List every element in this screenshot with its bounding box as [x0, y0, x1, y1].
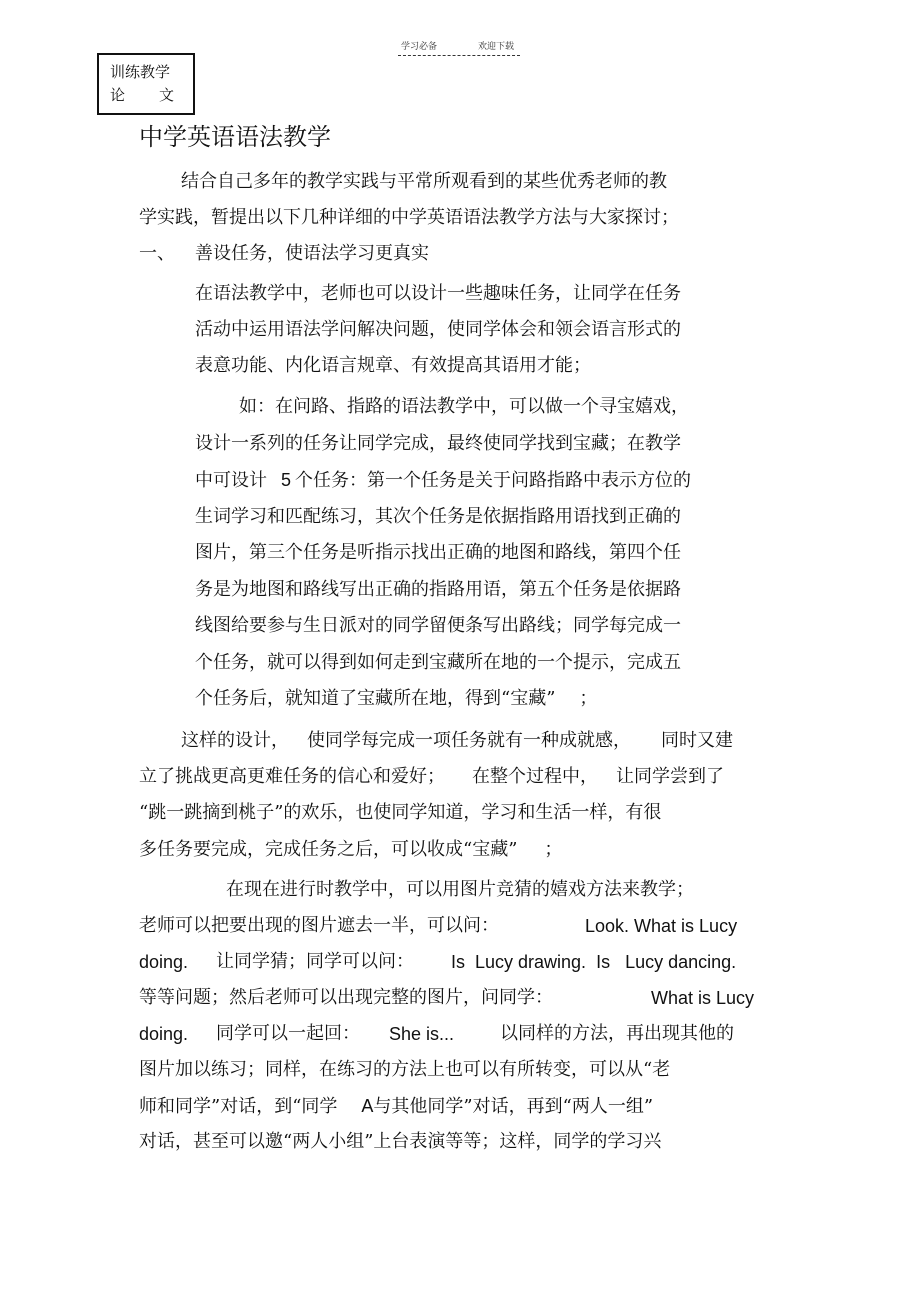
- line-text: 个任务后，就知道了宝藏所在地，得到“宝藏”: [195, 688, 556, 709]
- line-text: 同时又建: [661, 730, 733, 751]
- english-text: doing.: [139, 1024, 189, 1044]
- line-text: 个任务，就可以得到如何走到宝藏所在地的一个提示，完成五: [195, 652, 681, 673]
- english-text: Is Lucy drawing. Is Lucy dancing.: [451, 952, 737, 972]
- english-text: A: [361, 1096, 374, 1116]
- text-line: [195, 651, 681, 675]
- text-line: [195, 578, 681, 602]
- line-text: 线图给要参与生日派对的同学留便条写出路线；同学每完成一: [195, 615, 681, 636]
- text-line: [139, 765, 724, 789]
- line-text: 表意功能、内化语言规章、有效提高其语用才能；: [195, 355, 591, 376]
- line-number: 5: [281, 470, 292, 490]
- line-text: 多任务要完成，完成任务之后，可以收成“宝藏”: [139, 839, 518, 860]
- line-text: 在现在进行时教学中，可以用图片竞猜的嬉戏方法来教学；: [226, 879, 694, 900]
- text-line: [195, 505, 681, 529]
- category-char-2: 文: [158, 86, 174, 104]
- text-line: [139, 1130, 661, 1154]
- text-line: [139, 950, 737, 974]
- section-number: 一、: [139, 243, 175, 264]
- page-title: 中学英语语法教学: [139, 123, 331, 151]
- text-line: [139, 801, 661, 825]
- line-text: 在语法教学中，老师也可以设计一些趣味任务，让同学在任务: [195, 283, 681, 304]
- line-text: 对话，甚至可以邀“两人小组”上台表演等等；这样，同学的学习兴: [139, 1131, 662, 1152]
- line-text: 设计一系列的任务让同学完成，最终使同学找到宝藏；在教学: [195, 433, 681, 454]
- text-line: [181, 170, 667, 194]
- english-text: She is...: [389, 1024, 455, 1044]
- line-text: 让同学猜；同学可以问：: [216, 951, 414, 972]
- text-line: [195, 432, 681, 456]
- text-line: [195, 282, 681, 306]
- section-title: 善设任务，使语法学习更真实: [195, 243, 429, 264]
- line-text: 立了挑战更高更难任务的信心和爱好；: [139, 766, 445, 787]
- line-text: 使同学每完成一项任务就有一种成就感，: [307, 730, 631, 751]
- section-heading: [139, 242, 429, 266]
- line-text: 生词学习和匹配练习，其次个任务是依据指路用语找到正确的: [195, 506, 681, 527]
- text-line: [226, 878, 694, 902]
- text-line: [195, 541, 681, 565]
- line-text: “跳一跳摘到桃子”的欢乐，也使同学知道，学习和生活一样，有很: [139, 802, 662, 823]
- line-text: 学实践，暂提出以下几种详细的中学英语语法教学方法与大家探讨；: [139, 207, 679, 228]
- line-text: ；: [544, 839, 563, 860]
- line-text: 以同样的方法，再出现其他的: [500, 1023, 734, 1044]
- text-line: [195, 468, 691, 492]
- category-char-1: 论: [110, 86, 126, 104]
- line-text: 在整个过程中，: [472, 766, 598, 787]
- line-text: 活动中运用语法学问解决问题，使同学体会和领会语言形式的: [195, 319, 681, 340]
- line-text: 老师可以把要出现的图片遮去一半，可以问：: [139, 915, 499, 936]
- line-text: 与其他同学”对话，再到“两人一组”: [373, 1096, 654, 1117]
- english-text: What is Lucy: [651, 988, 755, 1008]
- text-line: [195, 354, 591, 378]
- text-line: [181, 729, 733, 753]
- text-line: [195, 614, 681, 638]
- text-line: [195, 687, 597, 711]
- english-text: doing.: [139, 952, 189, 972]
- line-text: 图片加以练习；同样，在练习的方法上也可以有所转变，可以从“老: [139, 1059, 671, 1080]
- english-text: Look. What is Lucy: [585, 916, 738, 936]
- line-text: 等等问题；然后老师可以出现完整的图片，问同学：: [139, 987, 553, 1008]
- line-text: 师和同学”对话，到“同学: [139, 1096, 338, 1117]
- header-left: 学习必备: [401, 42, 438, 52]
- text-line: [139, 1058, 670, 1082]
- page-header: [398, 37, 520, 56]
- category-line-1: 训练教学: [110, 63, 171, 81]
- line-text: 图片，第三个任务是听指示找出正确的地图和路线，第四个任: [195, 542, 681, 563]
- line-text: 务是为地图和路线写出正确的指路用语，第五个任务是依据路: [195, 579, 681, 600]
- line-text: ；: [579, 688, 598, 709]
- header-right: 欢迎下载: [478, 42, 515, 52]
- text-line: [139, 1022, 734, 1046]
- line-text: 同学可以一起回：: [216, 1023, 360, 1044]
- line-text: 中可设计: [195, 470, 267, 491]
- text-line: [139, 1094, 653, 1118]
- text-line: [139, 838, 562, 862]
- category-line-2: [110, 84, 174, 105]
- text-line: [239, 395, 689, 419]
- line-text: 结合自己多年的教学实践与平常所观看到的某些优秀老师的教: [181, 171, 667, 192]
- line-text: 如：在问路、指路的语法教学中，可以做一个寻宝嬉戏，: [239, 396, 689, 417]
- text-line: [139, 206, 679, 230]
- line-text: 让同学尝到了: [616, 766, 724, 787]
- text-line: [139, 914, 738, 938]
- line-text: 这样的设计，: [181, 730, 289, 751]
- line-text: 个任务：第一个任务是关于问路指路中表示方位的: [295, 470, 692, 491]
- category-box: [97, 53, 195, 115]
- text-line: [195, 318, 681, 342]
- text-line: [139, 986, 755, 1010]
